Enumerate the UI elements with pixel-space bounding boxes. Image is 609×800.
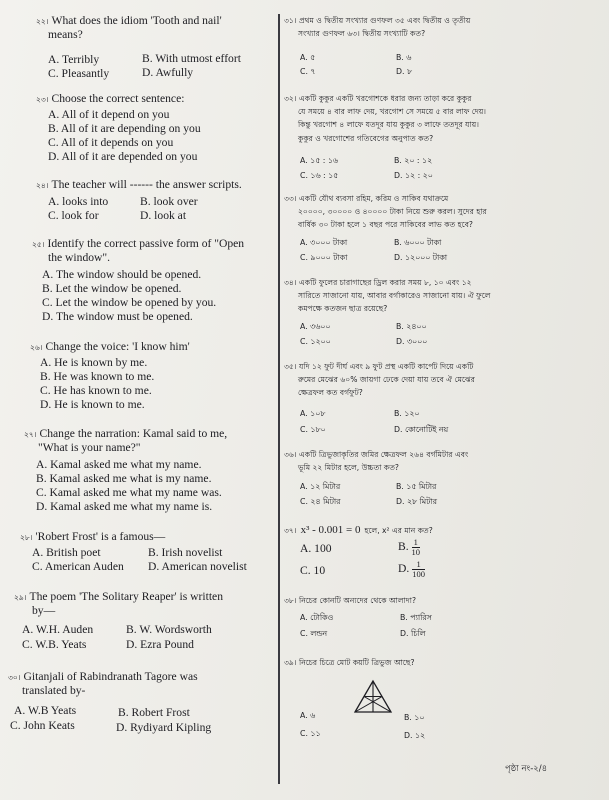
option-b: B. ৬ [396, 53, 412, 62]
question-stem: ৩৩। একটি যৌথ ব্যবসা রহিম, করিম ও সাকিব যথাক্রমে [284, 194, 449, 203]
option-a: A. ১২ মিটার [300, 482, 341, 491]
option-d: D. ১২০০০ টাকা [394, 253, 448, 262]
fraction: $\frac{1}{100}$ [412, 559, 425, 579]
question-29 [14, 590, 223, 651]
question-stem: ৩৬। একটি ত্রিভুজাকৃতির জমির ক্ষেত্রফল ২৬৪ বর্গমিটার এবং [284, 450, 469, 459]
option-d: D. Kamal asked me what my name is. [36, 500, 213, 513]
page-number: পৃষ্ঠা নং-২/৪ [505, 764, 548, 774]
question-stem-line4: কুকুর ও খরগোশের গতিবেগের অনুপাত কত? [298, 133, 434, 143]
question-27 [24, 427, 228, 513]
question-24 [36, 178, 242, 222]
option-a: A. W.B Yeats [14, 704, 77, 717]
option-c: C. ১৮০ [300, 425, 326, 434]
question-stem-line2: the window". [48, 251, 111, 265]
question-stem: ৩০। Gitanjali of Rabindranath Tagore was [8, 670, 198, 683]
option-b: B. ১০ [404, 713, 425, 722]
option-c: C. Let the window be opened by you. [42, 296, 217, 309]
question-stem: ৩১। প্রথম ও দ্বিতীয় সংখ্যার গুণফল ৩৫ এবং দ্বিতীয় ও তৃতীয় [284, 16, 471, 25]
question-stem: ৩৪। একটি ফুলের চারাগাছের ড্রিল করার সময় ৮, ১০ এবং ১২ [284, 278, 472, 287]
question-stem-line2: সারিতে সাজানো যায়, আবার বর্গাকারেও সাজানো যায়। ঐ ফুলে [298, 291, 491, 301]
option-d: D. কোনোটিই নয় [394, 425, 449, 434]
question-28 [20, 530, 247, 573]
option-c: C. All of it depends on you [48, 136, 174, 149]
question-23 [36, 92, 201, 163]
option-a: A. ৩০০০ টাকা [300, 238, 348, 247]
option-d: D. American novelist [148, 560, 247, 573]
option-d: D. look at [140, 209, 187, 222]
question-36 [284, 448, 469, 506]
question-37 [284, 520, 433, 579]
option-c: C. W.B. Yeats [22, 638, 87, 651]
option-d: D. All of it are depended on you [48, 150, 198, 163]
option-a: A. All of it depend on you [48, 108, 170, 121]
option-a: A. টোকিও [300, 613, 334, 622]
option-b: B. $\frac{1}{10}$ [398, 537, 421, 557]
option-c: C. ৯০০০ টাকা [300, 253, 348, 262]
option-c: C. look for [48, 209, 99, 222]
question-stem: ৩২। একটি কুকুর একটি খরগোশকে ধরার জন্য তাড়া করে কুকুর [284, 94, 472, 103]
option-a: A. ৬ [300, 711, 316, 720]
question-25 [32, 237, 245, 323]
question-26 [30, 340, 190, 411]
question-stem-line3: কিন্তু খরগোশ ৪ লাফে যতদূর যায় কুকুর ৩ লাফে ততদূর যায়। [298, 120, 479, 130]
option-d: D. ১২ [404, 731, 426, 740]
question-stem-line2: সংখ্যার গুণফল ৬৩। দ্বিতীয় সংখ্যাটি কত? [298, 29, 426, 39]
question-34 [284, 276, 491, 346]
question-stem-line2: by— [32, 604, 56, 618]
option-c: C. He has known to me. [40, 384, 152, 397]
question-stem-line2: ২০০০০, ৩০০০০ ও ৪০০০০ টাকা নিয়ে শুরু করল। সুদের হার [298, 207, 487, 217]
question-stem: ৩৭। x³ - 0.001 = 0 হলে, x² এর মান কত? [284, 524, 433, 536]
question-39 [284, 656, 426, 740]
question-stem-line2: ভূমি ২২ মিটার হলে, উচ্চতা কত? [298, 463, 399, 473]
question-stem: ২৬। Change the voice: 'I know him' [30, 340, 190, 353]
question-stem-line3: ক্ষেত্রফল কত বর্গফুট? [298, 388, 363, 398]
option-b: B. Irish novelist [148, 546, 223, 559]
option-b: B. Robert Frost [118, 706, 190, 719]
option-d: D. $\frac{1}{100}$ [398, 559, 425, 579]
question-31 [284, 14, 471, 76]
option-b: B. ১২০ [394, 409, 420, 418]
question-stem-line3: কমপক্ষে কতজন ছাত্র রয়েছে? [298, 304, 388, 314]
question-stem: ২৮। 'Robert Frost' is a famous— [20, 530, 166, 543]
option-b: B. Kamal asked me what is my name. [36, 472, 212, 485]
option-d: D. চিলি [400, 629, 426, 638]
option-d: D. Awfully [142, 66, 194, 79]
option-a: A. The window should be opened. [42, 268, 202, 281]
question-35 [284, 360, 475, 434]
question-33 [284, 192, 487, 262]
option-d: D. He is known to me. [40, 398, 145, 411]
question-stem: ২৯। The poem 'The Solitary Reaper' is written [14, 590, 223, 603]
option-b: B. ২০ : ১২ [394, 156, 433, 165]
option-c: C. ১১ [300, 729, 321, 738]
option-d: D. ৩০০০ [396, 337, 428, 346]
option-d: D. ২৮ মিটার [396, 497, 437, 506]
question-stem-line2: means? [48, 28, 83, 42]
option-b: B. He was known to me. [40, 370, 155, 383]
option-c: C. Pleasantly [48, 67, 110, 80]
option-c: C. Kamal asked me what my name was. [36, 486, 222, 499]
option-d: D. ৮ [396, 67, 413, 76]
option-a: A. British poet [32, 546, 101, 559]
option-a: A. He is known by me. [40, 356, 148, 369]
option-a: A. ৩৬০০ [300, 322, 331, 331]
option-d: D. Ezra Pound [126, 638, 194, 651]
question-stem: ২২। What does the idiom 'Tooth and nail' [36, 14, 222, 27]
option-b: B. ১৫ মিটার [396, 482, 437, 491]
question-stem-line2: যে সময়ে ৪ বার লাফ দেয়, খরগোশ সে সময়ে ৫ বার লাফ দেয়। [298, 107, 487, 117]
question-stem: ৩৮। নিচের কোনটি অন্যদের থেকে আলাদা? [284, 596, 416, 605]
question-stem-line3: বার্ষিক ৩০ টাকা হলে ১ বছর পরে সাকিবের লাভ কত হবে? [298, 220, 473, 230]
question-stem-line2: "What is your name?" [38, 441, 141, 455]
option-a: A. ১৫ : ১৬ [300, 156, 338, 165]
option-a: A. W.H. Auden [22, 623, 94, 636]
option-b: B. Let the window be opened. [42, 282, 182, 295]
option-d: D. ১২ : ২০ [394, 171, 433, 180]
option-b: B. All of it are depending on you [48, 122, 201, 135]
option-c: C. ২৪ মিটার [300, 497, 341, 506]
option-a: A. Kamal asked me what my name. [36, 458, 202, 471]
option-c: C. ১৬ : ১৫ [300, 171, 339, 180]
option-b: B. look over [140, 195, 198, 208]
option-a: A. Terribly [48, 53, 100, 66]
question-22 [36, 14, 241, 80]
option-c: C. লন্ডন [300, 629, 328, 638]
column-divider [278, 14, 280, 784]
option-b: B. প্যারিস [400, 613, 432, 622]
question-stem: ২৪। The teacher will ------ the answer scripts. [36, 178, 242, 191]
question-32 [284, 92, 487, 180]
question-stem: ২৩। Choose the correct sentence: [36, 92, 185, 105]
option-c: C. ৭ [300, 67, 316, 76]
option-b: B. ২৪০০ [396, 322, 427, 331]
option-a: A. looks into [48, 195, 109, 208]
option-b: B. ৬০০০ টাকা [394, 238, 442, 247]
triangle-figure [353, 679, 393, 715]
question-stem: ২৭। Change the narration: Kamal said to me, [24, 427, 228, 440]
option-c: C. John Keats [10, 719, 75, 732]
option-b: B. With utmost effort [142, 52, 241, 65]
option-b: B. W. Wordsworth [126, 623, 212, 636]
option-d: D. Rydiyard Kipling [116, 721, 212, 734]
fraction: $\frac{1}{10}$ [411, 537, 421, 557]
question-stem-line2: রুমের মেঝের ৬০% জায়গা ঢেকে দেয়া যায় তবে ঐ মেঝের [298, 375, 475, 385]
question-38 [284, 594, 432, 638]
option-c: C. American Auden [32, 560, 124, 573]
option-c: C. ১২০০ [300, 337, 331, 346]
option-a: A. 100 [300, 542, 332, 555]
option-a: A. ৫ [300, 53, 316, 62]
option-d: D. The window must be opened. [42, 310, 193, 323]
option-a: A. ১০৮ [300, 409, 326, 418]
option-c: C. 10 [300, 564, 326, 577]
question-stem: ৩৯। নিচের চিত্রে মোট কয়টি ত্রিভুজ আছে? [284, 658, 415, 667]
question-stem: ২৫। Identify the correct passive form of "Open [32, 237, 245, 250]
question-stem: ৩৫। যদি ১২ ফুট দীর্ঘ এবং ৯ ফুট প্রস্থ একটি কার্পেট দিয়ে একটি [284, 362, 474, 371]
question-stem-line2: translated by- [22, 684, 86, 698]
question-30 [8, 670, 212, 734]
